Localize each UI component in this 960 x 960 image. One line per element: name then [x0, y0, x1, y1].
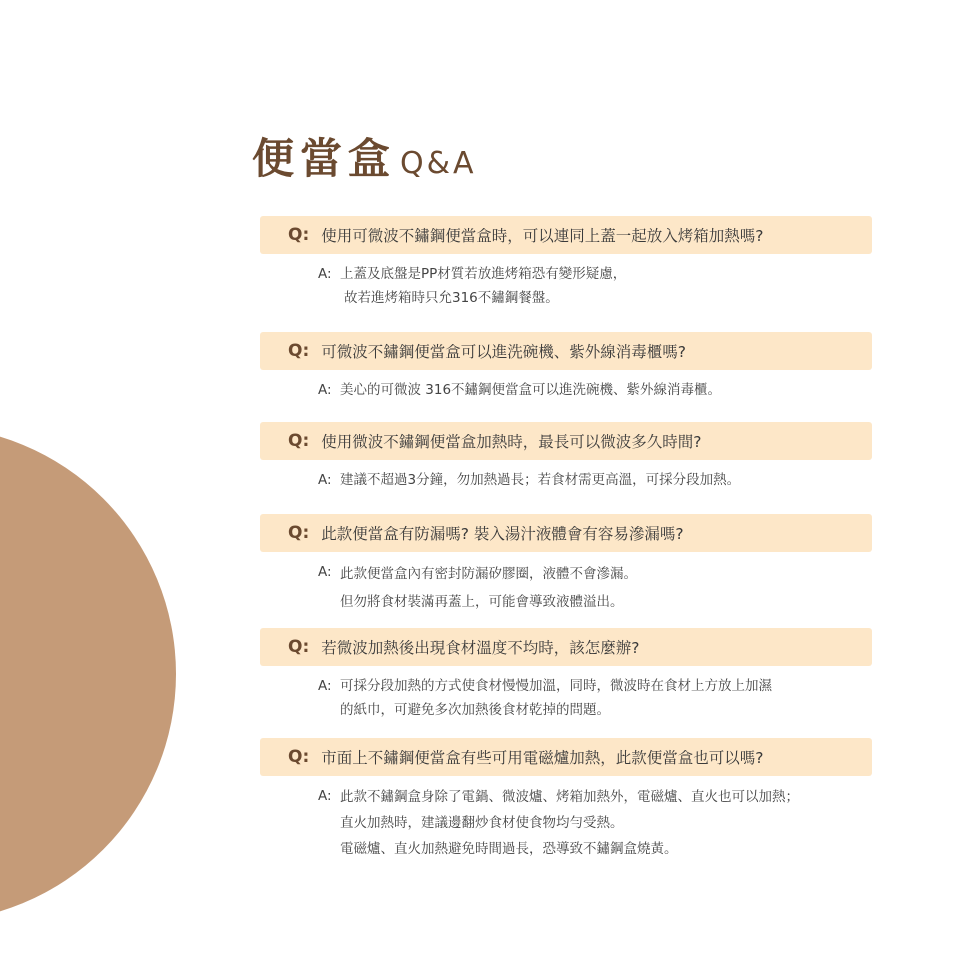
question-label: Q: — [288, 431, 310, 451]
page-title — [252, 126, 477, 186]
question-bar — [260, 514, 872, 552]
answer-line: 故若進烤箱時只允316不鏽鋼餐盤。 — [344, 290, 559, 306]
question-bar — [260, 332, 872, 370]
question-label: Q: — [288, 637, 310, 657]
answer-label: A: — [318, 564, 332, 580]
answer-block — [318, 674, 872, 722]
question-bar — [260, 628, 872, 666]
answer-block — [318, 262, 872, 310]
question-text: 若微波加熱後出現食材溫度不均時，該怎麼辦? — [321, 639, 640, 657]
question-text: 可微波不鏽鋼便當盒可以進洗碗機、紫外線消毒櫃嗎? — [321, 343, 686, 361]
question-text: 使用可微波不鏽鋼便當盒時，可以連同上蓋一起放入烤箱加熱嗎? — [321, 227, 764, 245]
answer-line: 建議不超過3分鐘，勿加熱過長；若食材需更高溫，可採分段加熱。 — [340, 472, 741, 488]
answer-line: 此款便當盒內有密封防漏矽膠圈，液體不會滲漏。 — [340, 566, 637, 582]
qa-item — [260, 628, 872, 722]
answer-line: 的紙巾，可避免多次加熱後食材乾掉的問題。 — [340, 702, 610, 718]
answer-block — [318, 560, 872, 616]
question-bar — [260, 738, 872, 776]
decorative-circle — [0, 426, 176, 922]
answer-block — [318, 468, 872, 492]
question-bar — [260, 216, 872, 254]
title-main: 便當盒 — [252, 134, 397, 183]
qa-item — [260, 738, 872, 862]
answer-label: A: — [318, 788, 332, 804]
answer-line: 此款不鏽鋼盒身除了電鍋、微波爐、烤箱加熱外，電磁爐、直火也可以加熱； — [340, 789, 799, 805]
question-text: 市面上不鏽鋼便當盒有些可用電磁爐加熱，此款便當盒也可以嗎? — [321, 749, 764, 767]
question-text: 此款便當盒有防漏嗎? 裝入湯汁液體會有容易滲漏嗎? — [321, 525, 684, 543]
answer-label: A: — [318, 678, 332, 694]
question-bar — [260, 422, 872, 460]
answer-line: 但勿將食材裝滿再蓋上，可能會導致液體溢出。 — [340, 594, 624, 610]
answer-block — [318, 378, 872, 402]
question-text: 使用微波不鏽鋼便當盒加熱時，最長可以微波多久時間? — [321, 433, 702, 451]
qa-item — [260, 514, 872, 616]
qa-item — [260, 216, 872, 310]
answer-line: 電磁爐、直火加熱避免時間過長，恐導致不鏽鋼盒燒黃。 — [340, 841, 678, 857]
answer-label: A: — [318, 266, 332, 282]
title-sub: Q&A — [400, 146, 477, 181]
question-label: Q: — [288, 225, 310, 245]
qa-item — [260, 422, 872, 492]
answer-line: 可採分段加熱的方式使食材慢慢加溫，同時，微波時在食材上方放上加濕 — [340, 678, 772, 694]
question-label: Q: — [288, 523, 310, 543]
qa-item — [260, 332, 872, 402]
answer-label: A: — [318, 382, 332, 398]
question-label: Q: — [288, 341, 310, 361]
answer-label: A: — [318, 472, 332, 488]
question-label: Q: — [288, 747, 310, 767]
answer-line: 直火加熱時，建議邊翻炒食材使食物均勻受熱。 — [340, 815, 624, 831]
answer-line: 美心的可微波 316不鏽鋼便當盒可以進洗碗機、紫外線消毒櫃。 — [340, 382, 722, 398]
answer-line: 上蓋及底盤是PP材質若放進烤箱恐有變形疑慮， — [340, 266, 627, 282]
answer-block — [318, 784, 872, 862]
